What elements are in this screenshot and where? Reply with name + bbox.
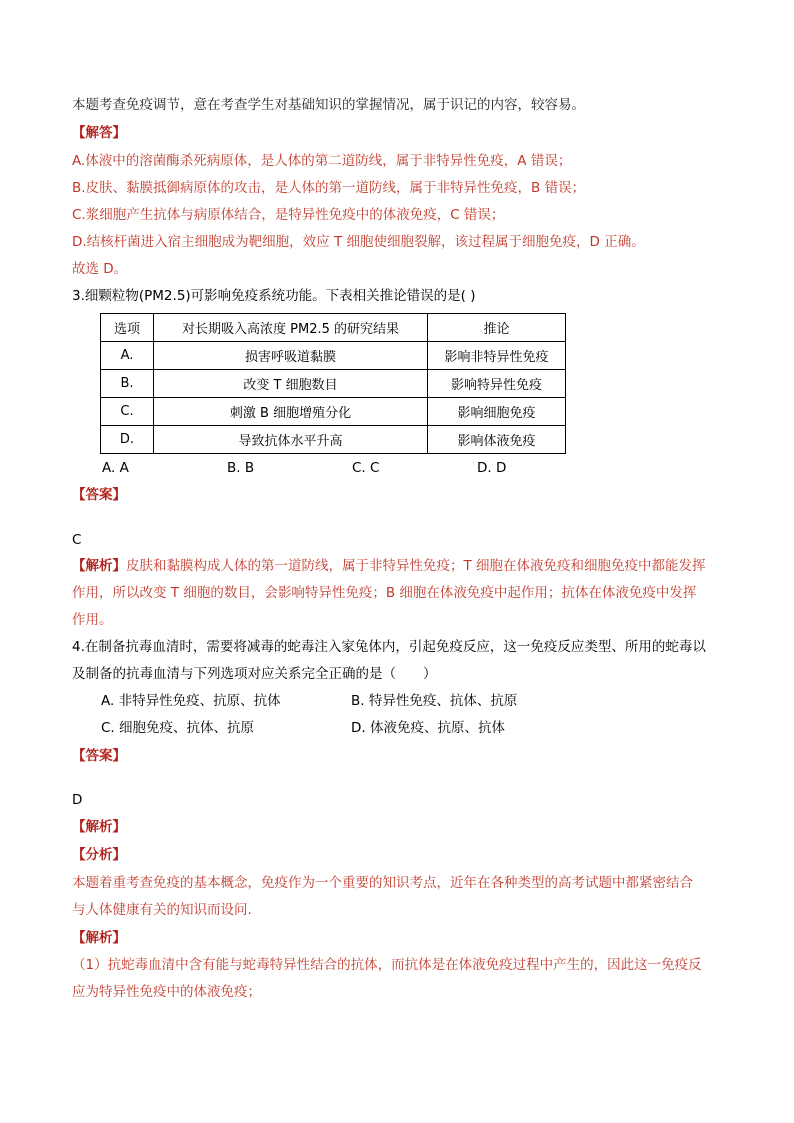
row-inference: 影响特异性免疫 — [428, 370, 566, 398]
choice-b: B. B — [227, 460, 255, 476]
answer-value: C — [72, 532, 82, 548]
analysis-text: 皮肤和黏膜构成人体的第一道防线，属于非特异性免疫；T 细胞在体液免疫和细胞免疫中都能发挥 — [126, 558, 706, 574]
question-4-stem: 及制备的抗毒血清与下列选项对应关系完全正确的是（ ） — [72, 666, 437, 682]
explanation-a: A.体液中的溶菌酶杀死病原体，是人体的第二道防线，属于非特异性免疫，A 错误； — [72, 153, 572, 169]
row-result: 改变 T 细胞数目 — [154, 370, 428, 398]
question-4-stem: 4.在制备抗毒血清时，需要将减毒的蛇毒注入家兔体内，引起免疫反应，这一免疫反应类型、所用的蛇毒以 — [72, 639, 706, 655]
header-result: 对长期吸入高浓度 PM2.5 的研究结果 — [154, 314, 428, 342]
row-result: 导致抗体水平升高 — [154, 426, 428, 454]
option-d: D. 体液免疫、抗原、抗体 — [351, 720, 505, 736]
row-inference: 影响非特异性免疫 — [428, 342, 566, 370]
row-inference: 影响体液免疫 — [428, 426, 566, 454]
jieda-label: 【解答】 — [72, 125, 126, 141]
header-inference: 推论 — [428, 314, 566, 342]
question-3-stem: 3.细颗粒物(PM2.5)可影响免疫系统功能。下表相关推论错误的是( ) — [72, 288, 476, 304]
answer-label: 【答案】 — [72, 748, 126, 764]
row-option: A. — [101, 342, 154, 370]
choice-d: D. D — [477, 460, 507, 476]
fenxi-line: 本题着重考查免疫的基本概念，免疫作为一个重要的知识考点，近年在各种类型的高考试题中都紧密结合 — [72, 875, 693, 891]
explanation-c: C.浆细胞产生抗体与病原体结合，是特异性免疫中的体液免疫，C 错误； — [72, 207, 505, 223]
row-result: 损害呼吸道黏膜 — [154, 342, 428, 370]
jiexi-line: 应为特异性免疫中的体液免疫； — [72, 984, 261, 1000]
row-result: 刺激 B 细胞增殖分化 — [154, 398, 428, 426]
intro-line: 本题考查免疫调节，意在考查学生对基础知识的掌握情况，属于识记的内容，较容易。 — [72, 97, 585, 113]
jiexi-line: （1）抗蛇毒血清中含有能与蛇毒特异性结合的抗体，而抗体是在体液免疫过程中产生的，因此这一免疫反 — [72, 957, 702, 973]
fenxi-label: 【分析】 — [72, 847, 126, 863]
option-c: C. 细胞免疫、抗体、抗原 — [101, 720, 255, 736]
fenxi-line: 与人体健康有关的知识而设问. — [72, 902, 252, 918]
explanation-d: D.结核杆菌进入宿主细胞成为靶细胞，效应 T 细胞使细胞裂解，该过程属于细胞免疫，D 正确。 — [72, 234, 645, 250]
answer-value: D — [72, 792, 83, 808]
option-b: B. 特异性免疫、抗体、抗原 — [351, 693, 518, 709]
row-option: D. — [101, 426, 154, 454]
row-option: B. — [101, 370, 154, 398]
table-row — [101, 398, 566, 426]
answer-label: 【答案】 — [72, 487, 126, 503]
choice-a: A. A — [102, 460, 129, 476]
option-a: A. 非特异性免疫、抗原、抗体 — [101, 693, 281, 709]
analysis-line — [72, 557, 706, 575]
table-row — [101, 342, 566, 370]
explanation-b: B.皮肤、黏膜抵御病原体的攻击，是人体的第一道防线，属于非特异性免疫，B 错误； — [72, 180, 586, 196]
research-table — [100, 313, 566, 454]
analysis-line: 作用。 — [72, 612, 113, 628]
choice-c: C. C — [352, 460, 380, 476]
conclusion: 故选 D。 — [72, 261, 128, 277]
analysis-label: 【解析】 — [72, 558, 126, 574]
table-row — [101, 426, 566, 454]
table-header-row — [101, 314, 566, 342]
row-option: C. — [101, 398, 154, 426]
analysis-line: 作用，所以改变 T 细胞的数目，会影响特异性免疫；B 细胞在体液免疫中起作用；抗体在体液免疫中发挥 — [72, 585, 697, 601]
header-option: 选项 — [101, 314, 154, 342]
analysis-label: 【解析】 — [72, 819, 126, 835]
table-row — [101, 370, 566, 398]
row-inference: 影响细胞免疫 — [428, 398, 566, 426]
jiexi-label: 【解析】 — [72, 930, 126, 946]
